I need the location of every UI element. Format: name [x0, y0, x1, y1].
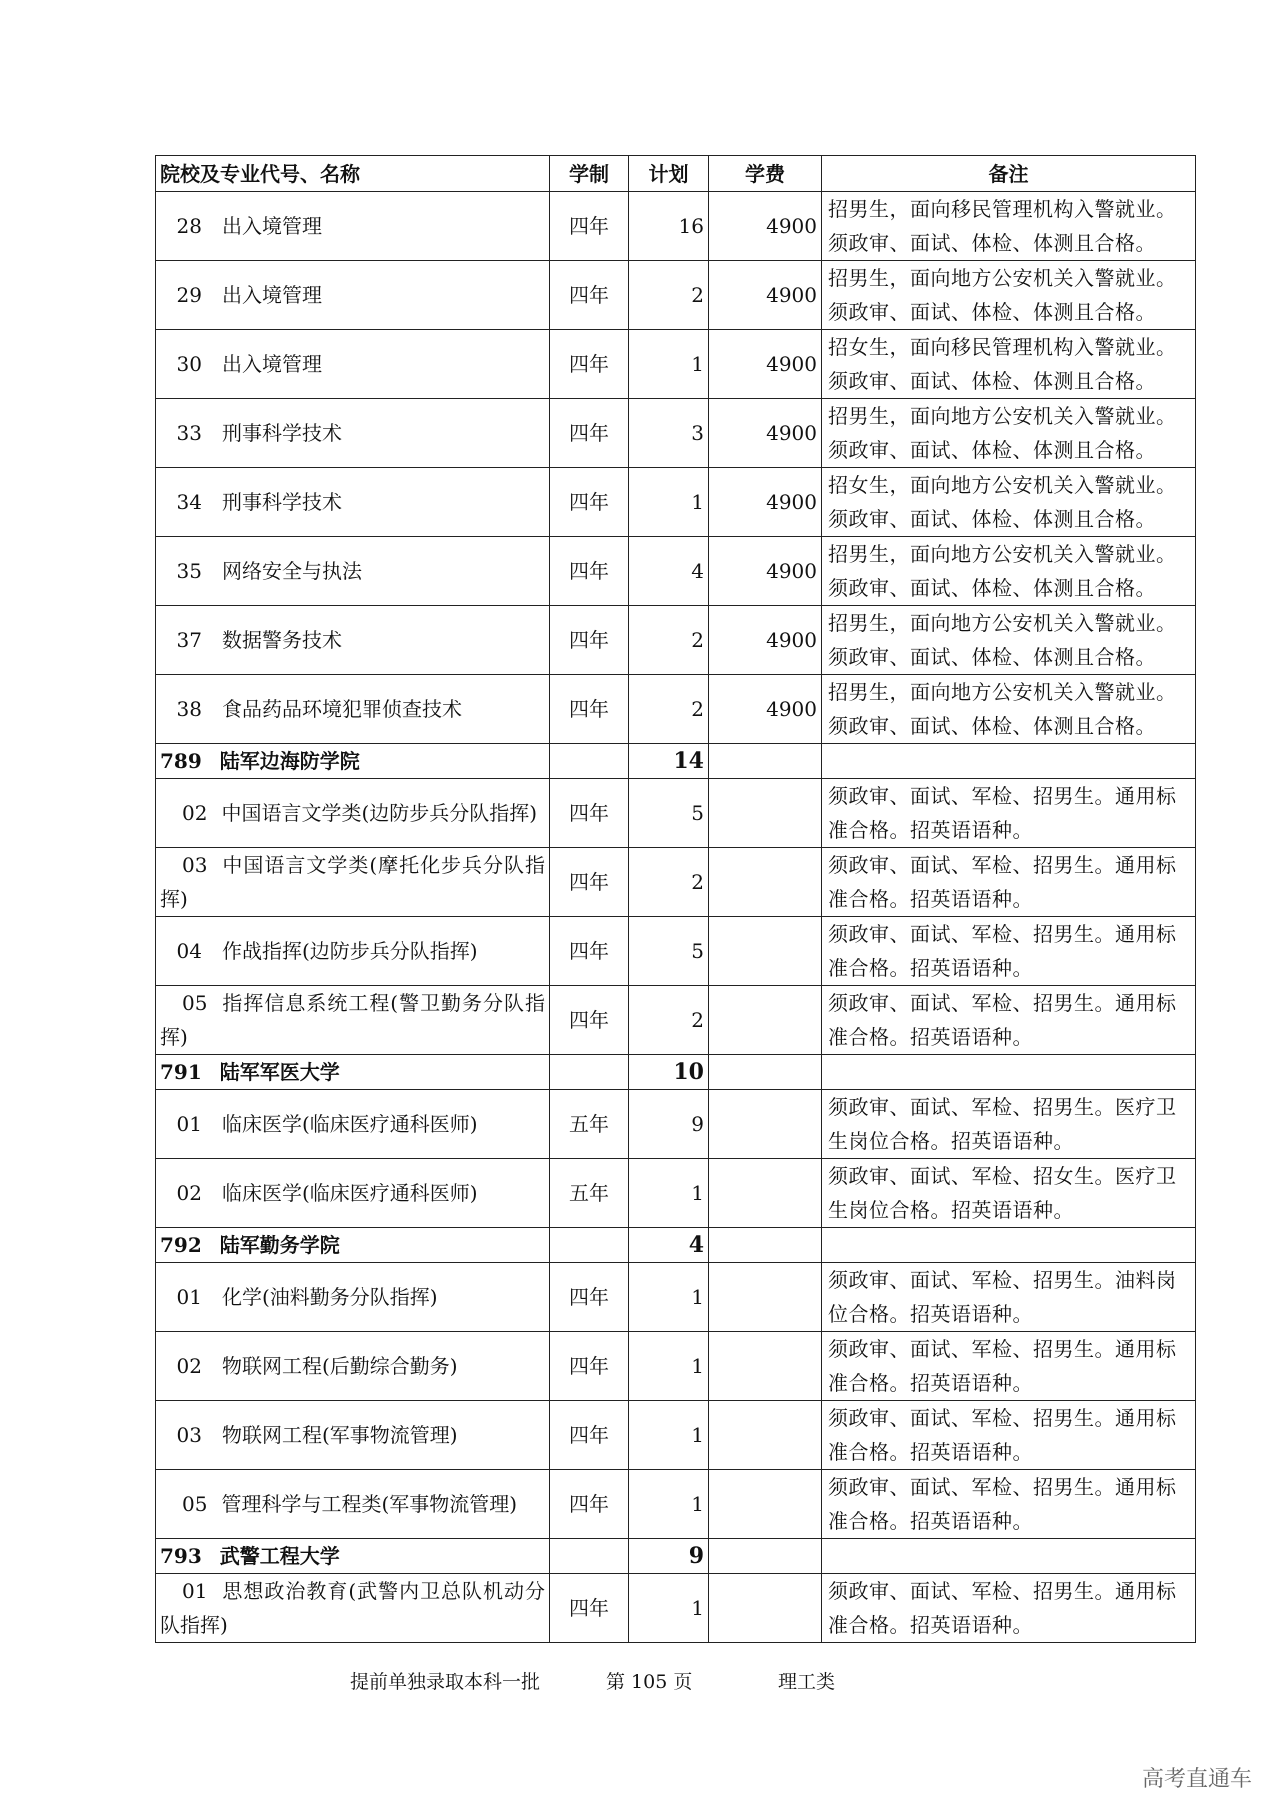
institution-name: 武警工程大学: [219, 1544, 340, 1568]
major-note: 招男生，面向地方公安机关入警就业。须政审、面试、体检、体测且合格。: [822, 261, 1196, 330]
major-plan: 2: [629, 986, 709, 1055]
major-fee: 4900: [709, 468, 822, 537]
institution-name-cell: [156, 1055, 550, 1090]
major-fee: 4900: [709, 330, 822, 399]
major-fee: 4900: [709, 537, 822, 606]
major-name-cell: [156, 675, 550, 744]
major-name: 出入境管理: [222, 283, 322, 307]
major-fee: [709, 1159, 822, 1228]
major-name-cell: [156, 779, 550, 848]
major-plan: 9: [629, 1090, 709, 1159]
institution-row: [156, 1055, 1196, 1090]
major-name-cell: [156, 1090, 550, 1159]
major-name: 作战指挥(边防步兵分队指挥): [222, 939, 478, 963]
institution-fee-cell: [709, 1228, 822, 1263]
major-fee: 4900: [709, 192, 822, 261]
major-note: 招男生，面向地方公安机关入警就业。须政审、面试、体检、体测且合格。: [822, 606, 1196, 675]
major-note: 须政审、面试、军检、招男生。通用标准合格。招英语语种。: [822, 1470, 1196, 1539]
major-length: 五年: [550, 1090, 629, 1159]
institution-row: [156, 744, 1196, 779]
major-length: 四年: [550, 675, 629, 744]
major-name-cell: [156, 606, 550, 675]
institution-plan-total: 9: [629, 1539, 709, 1574]
major-plan: 16: [629, 192, 709, 261]
major-row: [156, 1159, 1196, 1228]
major-fee: [709, 1090, 822, 1159]
major-name: 食品药品环境犯罪侦查技术: [222, 697, 462, 721]
major-fee: [709, 779, 822, 848]
major-fee: [709, 848, 822, 917]
major-note: 须政审、面试、军检、招男生。通用标准合格。招英语语种。: [822, 917, 1196, 986]
major-name-cell: [156, 917, 550, 986]
major-row: [156, 399, 1196, 468]
admissions-table-page: [155, 155, 1195, 1643]
institution-note-cell: [822, 744, 1196, 779]
major-name: 临床医学(临床医疗通科医师): [222, 1112, 478, 1136]
major-row: [156, 537, 1196, 606]
major-length: 四年: [550, 1332, 629, 1401]
major-row: [156, 779, 1196, 848]
major-plan: 2: [629, 848, 709, 917]
major-name: 网络安全与执法: [222, 559, 362, 583]
watermark-text: 高考直通车: [1141, 1767, 1252, 1792]
institution-row: [156, 1228, 1196, 1263]
major-fee: [709, 1401, 822, 1470]
major-code: 37: [176, 628, 202, 652]
major-length: 四年: [550, 779, 629, 848]
major-row: [156, 675, 1196, 744]
major-name-cell: [156, 261, 550, 330]
major-length: 四年: [550, 917, 629, 986]
major-plan: 1: [629, 1401, 709, 1470]
major-name: 物联网工程(后勤综合勤务): [222, 1354, 458, 1378]
major-row: [156, 848, 1196, 917]
major-code: 28: [176, 214, 202, 238]
institution-length-cell: [550, 1228, 629, 1263]
major-note: 须政审、面试、军检、招男生。通用标准合格。招英语语种。: [822, 1332, 1196, 1401]
major-fee: [709, 986, 822, 1055]
major-name-cell: [156, 399, 550, 468]
footer-category: 理工类: [778, 1671, 836, 1693]
major-fee: [709, 917, 822, 986]
major-plan: 5: [629, 917, 709, 986]
major-code: 04: [176, 939, 202, 963]
major-name: 思想政治教育(武警内卫总队机动分队指挥): [160, 1579, 545, 1637]
major-length: 四年: [550, 848, 629, 917]
major-name: 中国语言文学类(边防步兵分队指挥): [221, 801, 538, 825]
major-code: 38: [176, 697, 202, 721]
major-row: [156, 330, 1196, 399]
major-plan: 1: [629, 1159, 709, 1228]
major-note: 须政审、面试、军检、招男生。通用标准合格。招英语语种。: [822, 986, 1196, 1055]
institution-code: 789: [160, 749, 202, 773]
major-name: 物联网工程(军事物流管理): [222, 1423, 458, 1447]
major-fee: [709, 1470, 822, 1539]
header-length: 学制: [550, 156, 629, 192]
major-code: 30: [176, 352, 202, 376]
major-plan: 4: [629, 537, 709, 606]
major-row: [156, 1090, 1196, 1159]
major-name-cell: [156, 537, 550, 606]
institution-length-cell: [550, 1055, 629, 1090]
institution-note-cell: [822, 1539, 1196, 1574]
major-row: [156, 606, 1196, 675]
major-name-cell: [156, 848, 550, 917]
major-row: [156, 1332, 1196, 1401]
major-note: 招男生，面向地方公安机关入警就业。须政审、面试、体检、体测且合格。: [822, 675, 1196, 744]
major-plan: 1: [629, 1470, 709, 1539]
institution-fee-cell: [709, 1539, 822, 1574]
institution-name: 陆军边海防学院: [219, 749, 360, 773]
institution-name: 陆军军医大学: [219, 1060, 340, 1084]
major-note: 招男生，面向地方公安机关入警就业。须政审、面试、体检、体测且合格。: [822, 399, 1196, 468]
table-body: [156, 192, 1196, 1643]
major-row: [156, 1263, 1196, 1332]
footer-page-number: 第 105 页: [606, 1671, 693, 1693]
major-row: [156, 1470, 1196, 1539]
major-row: [156, 192, 1196, 261]
major-length: 四年: [550, 1401, 629, 1470]
major-length: 五年: [550, 1159, 629, 1228]
major-fee: [709, 1263, 822, 1332]
major-length: 四年: [550, 261, 629, 330]
institution-code: 791: [160, 1060, 202, 1084]
major-length: 四年: [550, 537, 629, 606]
institution-plan-total: 10: [629, 1055, 709, 1090]
major-name: 出入境管理: [222, 352, 322, 376]
major-row: [156, 1574, 1196, 1643]
major-name-cell: [156, 1470, 550, 1539]
major-plan: 1: [629, 1332, 709, 1401]
major-plan: 1: [629, 1574, 709, 1643]
major-length: 四年: [550, 1470, 629, 1539]
major-length: 四年: [550, 468, 629, 537]
major-note: 须政审、面试、军检、招男生。通用标准合格。招英语语种。: [822, 848, 1196, 917]
major-note: 招女生，面向地方公安机关入警就业。须政审、面试、体检、体测且合格。: [822, 468, 1196, 537]
major-note: 须政审、面试、军检、招女生。医疗卫生岗位合格。招英语语种。: [822, 1159, 1196, 1228]
institution-note-cell: [822, 1055, 1196, 1090]
major-name: 刑事科学技术: [222, 490, 342, 514]
major-row: [156, 1401, 1196, 1470]
admissions-table: [155, 155, 1196, 1643]
major-fee: [709, 1574, 822, 1643]
major-note: 招男生，面向地方公安机关入警就业。须政审、面试、体检、体测且合格。: [822, 537, 1196, 606]
major-code: 33: [176, 421, 202, 445]
major-name: 管理科学与工程类(军事物流管理): [221, 1492, 518, 1516]
major-name: 临床医学(临床医疗通科医师): [222, 1181, 478, 1205]
major-code: 02: [182, 801, 208, 825]
major-length: 四年: [550, 606, 629, 675]
institution-length-cell: [550, 744, 629, 779]
major-row: [156, 468, 1196, 537]
major-length: 四年: [550, 1574, 629, 1643]
institution-name-cell: [156, 744, 550, 779]
major-name: 数据警务技术: [222, 628, 342, 652]
major-fee: 4900: [709, 675, 822, 744]
major-note: 须政审、面试、军检、招男生。医疗卫生岗位合格。招英语语种。: [822, 1090, 1196, 1159]
major-note: 须政审、面试、军检、招男生。通用标准合格。招英语语种。: [822, 779, 1196, 848]
header-note: 备注: [822, 156, 1196, 192]
institution-note-cell: [822, 1228, 1196, 1263]
major-name-cell: [156, 468, 550, 537]
major-plan: 1: [629, 1263, 709, 1332]
major-code: 02: [176, 1181, 202, 1205]
major-name-cell: [156, 1401, 550, 1470]
major-name-cell: [156, 986, 550, 1055]
major-name-cell: [156, 1159, 550, 1228]
major-plan: 2: [629, 606, 709, 675]
major-length: 四年: [550, 330, 629, 399]
major-name: 指挥信息系统工程(警卫勤务分队指挥): [160, 991, 545, 1049]
major-name: 中国语言文学类(摩托化步兵分队指挥): [160, 853, 545, 911]
major-length: 四年: [550, 986, 629, 1055]
major-code: 03: [182, 853, 208, 877]
major-name-cell: [156, 192, 550, 261]
major-fee: 4900: [709, 606, 822, 675]
major-name: 化学(油料勤务分队指挥): [222, 1285, 438, 1309]
major-name-cell: [156, 1263, 550, 1332]
major-length: 四年: [550, 399, 629, 468]
major-code: 34: [176, 490, 202, 514]
major-fee: 4900: [709, 261, 822, 330]
major-code: 01: [182, 1579, 208, 1603]
major-note: 须政审、面试、军检、招男生。通用标准合格。招英语语种。: [822, 1401, 1196, 1470]
institution-plan-total: 14: [629, 744, 709, 779]
footer-batch: 提前单独录取本科一批: [350, 1671, 541, 1693]
major-code: 01: [176, 1112, 202, 1136]
major-row: [156, 986, 1196, 1055]
major-name-cell: [156, 1574, 550, 1643]
major-plan: 1: [629, 330, 709, 399]
institution-code: 792: [160, 1233, 202, 1257]
institution-code: 793: [160, 1544, 202, 1568]
header-fee: 学费: [709, 156, 822, 192]
major-length: 四年: [550, 1263, 629, 1332]
institution-plan-total: 4: [629, 1228, 709, 1263]
major-note: 须政审、面试、军检、招男生。油料岗位合格。招英语语种。: [822, 1263, 1196, 1332]
major-plan: 2: [629, 261, 709, 330]
major-note: 招男生，面向移民管理机构入警就业。须政审、面试、体检、体测且合格。: [822, 192, 1196, 261]
major-length: 四年: [550, 192, 629, 261]
major-code: 03: [176, 1423, 202, 1447]
table-header-row: [156, 156, 1196, 192]
major-name: 刑事科学技术: [222, 421, 342, 445]
institution-fee-cell: [709, 744, 822, 779]
major-name-cell: [156, 330, 550, 399]
institution-name-cell: [156, 1539, 550, 1574]
major-code: 05: [182, 1492, 208, 1516]
major-code: 05: [182, 991, 208, 1015]
major-plan: 5: [629, 779, 709, 848]
major-fee: [709, 1332, 822, 1401]
institution-name: 陆军勤务学院: [219, 1233, 340, 1257]
institution-name-cell: [156, 1228, 550, 1263]
major-code: 01: [176, 1285, 202, 1309]
major-plan: 3: [629, 399, 709, 468]
major-row: [156, 261, 1196, 330]
major-name: 出入境管理: [222, 214, 322, 238]
major-fee: 4900: [709, 399, 822, 468]
major-name-cell: [156, 1332, 550, 1401]
major-note: 须政审、面试、军检、招男生。通用标准合格。招英语语种。: [822, 1574, 1196, 1643]
major-code: 35: [176, 559, 202, 583]
major-plan: 1: [629, 468, 709, 537]
institution-length-cell: [550, 1539, 629, 1574]
major-row: [156, 917, 1196, 986]
header-plan: 计划: [629, 156, 709, 192]
major-code: 29: [176, 283, 202, 307]
institution-row: [156, 1539, 1196, 1574]
institution-fee-cell: [709, 1055, 822, 1090]
header-name: 院校及专业代号、名称: [156, 156, 550, 192]
major-plan: 2: [629, 675, 709, 744]
major-note: 招女生，面向移民管理机构入警就业。须政审、面试、体检、体测且合格。: [822, 330, 1196, 399]
major-code: 02: [176, 1354, 202, 1378]
